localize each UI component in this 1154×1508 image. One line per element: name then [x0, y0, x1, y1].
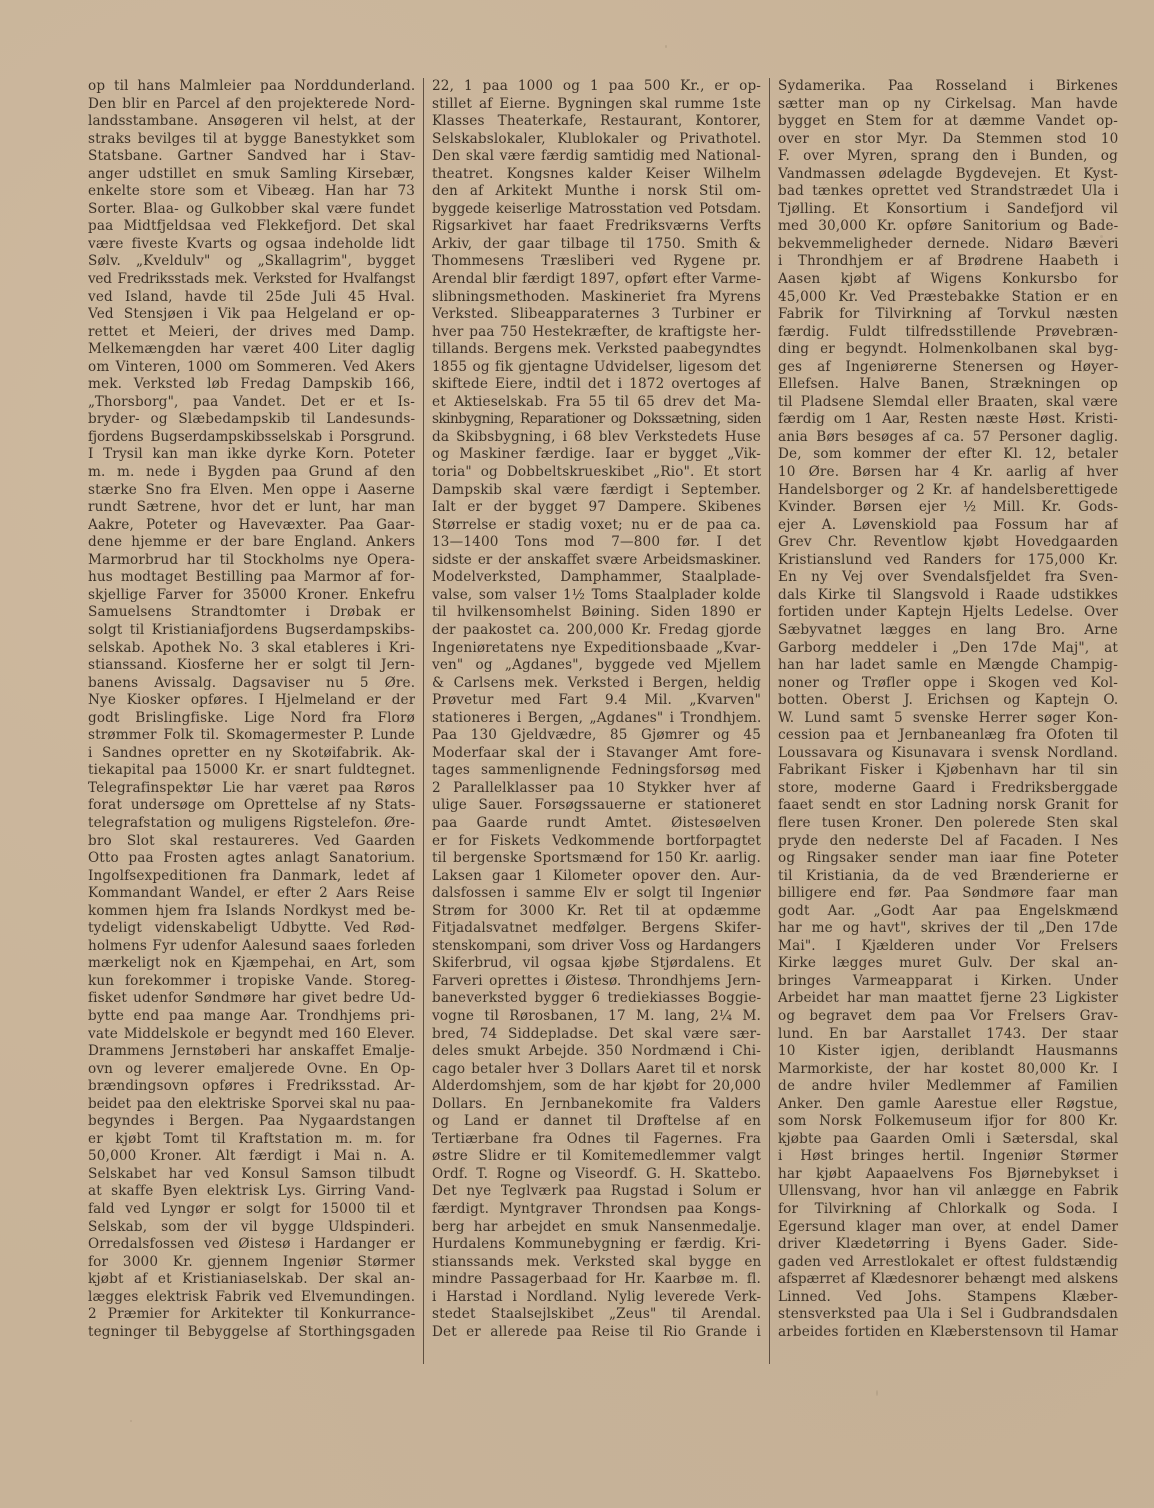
text-line: Ellefsen. Halve Banen, Strækningen op	[778, 376, 1118, 393]
text-line: Loussavara og Kisunavara i svensk Nordland.	[778, 744, 1118, 761]
text-line: noner og Trøfler oppe i Skogen ved Kol-	[778, 674, 1118, 691]
text-line: at skaffe Byen elektrisk Lys. Girring Vand-	[88, 1183, 415, 1200]
text-line: paa Gaarde rundt Amtet. Øistesøelven	[432, 814, 761, 831]
text-line: Egersund klager man over, at endel Damer	[778, 1218, 1118, 1235]
text-line: Laksen gaar 1 Kilometer opover den. Aur-	[432, 867, 761, 884]
text-line: Anker. Den gamle Aarestue eller Røgstue,	[778, 1095, 1118, 1112]
text-line: fjordens Bugserdampskibsselskab i Porsgrund.	[88, 428, 415, 445]
text-line: tydeligt videnskabeligt Udbytte. Ved Rød-	[88, 920, 415, 937]
text-line: 2 Præmier for Arkitekter til Konkurrance-	[88, 1306, 415, 1323]
text-line: lægges elektrisk Fabrik ved Elvemundingen.	[88, 1288, 415, 1305]
text-line: 13—1400 Tons mod 7—800 før. I det	[432, 534, 761, 551]
text-line: Telegrafinspektør Lie har været paa Røros	[88, 779, 415, 796]
text-line: bytte end paa mange Aar. Trondhjems pri-	[88, 1007, 415, 1024]
text-line: 1855 og fik gjentagne Udvidelser, ligesom det	[432, 358, 761, 375]
text-line: til hvilkensomhelst Bøining. Siden 1890 er	[432, 604, 761, 621]
text-line: i Høst bringes hertil. Ingeniør Størmer	[778, 1148, 1118, 1165]
text-line: Ved Stensjøen i Vik paa Helgeland er op-	[88, 306, 415, 323]
text-line: Statsbane. Gartner Sandved har i Stav-	[88, 148, 415, 165]
text-line: pryde den nederste Del af Facaden. I Nes	[778, 832, 1118, 849]
text-line: flere tusen Kroner. Den polerede Sten skal	[778, 814, 1118, 831]
column-left	[88, 78, 423, 1364]
text-line: beidet paa den elektriske Sporvei skal nu paa-	[88, 1095, 415, 1112]
text-line: arbeides fortiden en Klæberstensovn til Hamar	[778, 1323, 1118, 1340]
text-line: Fitjadalsvatnet medfølger. Bergens Skifer-	[432, 920, 761, 937]
text-line: den af Arkitekt Munthe i norsk Stil om-	[432, 183, 761, 200]
text-line: Verksted. Slibeapparaternes 3 Turbiner er	[432, 306, 761, 323]
text-line: Arkiv, der gaar tilbage til 1750. Smith &	[432, 235, 761, 252]
text-line: Paa 130 Gjeldvædre, 85 Gjømrer og 45	[432, 727, 761, 744]
text-line: Klasses Theaterkafe, Restaurant, Kontorer,	[432, 113, 761, 130]
text-line: berg har arbejdet en smuk Nansenmedalje.	[432, 1218, 761, 1235]
text-line: til bergenske Sportsmænd for 150 Kr. aarlig.	[432, 850, 761, 867]
text-line: m. m. nede i Bygden paa Grund af den	[88, 464, 415, 481]
text-line: og begravet dem paa Vor Frelsers Grav-	[778, 1007, 1118, 1024]
text-line: tages sammenlignende Fedningsforsøg med	[432, 762, 761, 779]
text-line: skjellige Farver for 35000 Kroner. Enkefru	[88, 586, 415, 603]
text-line: lund. En bar Aarstallet 1743. Der staar	[778, 1025, 1118, 1042]
text-line: tegninger til Bebyggelse af Storthingsgaden	[88, 1323, 415, 1340]
text-line: bringes Varmeapparat i Kirken. Under	[778, 972, 1118, 989]
text-line: Melkemængden har været 400 Liter daglig	[88, 341, 415, 358]
text-line: En ny Vej over Svendalsfjeldet fra Sven-	[778, 569, 1118, 586]
text-line: Drammens Jernstøberi har anskaffet Emalje-	[88, 1043, 415, 1060]
text-line: har me og havt", skrives der til „Den 17de	[778, 920, 1118, 937]
text-line: fald ved Lyngør er solgt for 15000 til et	[88, 1201, 415, 1217]
text-line: solgt til Kristianiafjordens Bugserdampskibs-	[88, 621, 415, 638]
text-line: i Throndhjem er af Brødrene Haabeth i	[778, 253, 1118, 270]
text-line: driver Klædetørring i Byens Gader. Side-	[778, 1236, 1118, 1253]
text-line: godt Aar. „Godt Aar paa Engelskmænd	[778, 902, 1118, 919]
text-line: og Ringsaker sender man iaar fine Poteter	[778, 850, 1118, 867]
text-line: om Vinteren, 1000 om Sommeren. Ved Akers	[88, 358, 415, 375]
text-line: baneverksted bygger 6 trediekiasses Boggie-	[432, 990, 761, 1007]
text-line: til Kristiania, da de ved Brænderierne er	[778, 867, 1118, 884]
text-line: store, moderne Gaard i Fredriksberggade	[778, 779, 1118, 796]
text-line: Fabrik for Tilvirkning af Torvkul næsten	[778, 306, 1118, 323]
text-line: enkelte store som et Vibeæg. Han har 73	[88, 183, 415, 200]
text-line: 10 Kister igjen, deriblandt Hausmanns	[778, 1043, 1118, 1060]
text-line: de andre hviler Medlemmer af Familien	[778, 1078, 1118, 1095]
text-line: 10 Øre. Børsen har 4 Kr. aarlig af hver	[778, 464, 1118, 481]
text-line: Tjølling. Et Konsortium i Sandefjord vil	[778, 200, 1118, 217]
text-line: har kjøbt Aapaaelvens Fos Bjørnebykset i	[778, 1165, 1118, 1182]
text-line: Orredalsfossen ved Øistesø i Hardanger er	[88, 1236, 415, 1253]
text-line: i Harstad i Nordland. Nylig leverede Verk-	[432, 1288, 761, 1305]
text-line: stianssands mek. Verksted skal bygge en	[432, 1253, 761, 1270]
text-line: færdigt. Myntgraver Throndsen paa Kongs-	[432, 1201, 761, 1217]
column-right	[770, 78, 1118, 1364]
text-line: Størrelse er stadig voxet; nu er de paa ca.	[432, 516, 761, 533]
text-line: Selskabslokaler, Klublokaler og Privathotel.	[432, 130, 761, 147]
text-line: anger udstillet en smuk Samling Kirsebær,	[88, 165, 415, 182]
text-line: stedet Staalsejlskibet „Zeus" til Arendal.	[432, 1306, 761, 1323]
text-line: Farveri oprettes i Øistesø. Throndhjems Jern-	[432, 972, 761, 989]
text-line: bryder- og Slæbedampskib til Landesunds-	[88, 411, 415, 428]
text-line: cession paa et Jernbaneanlæg fra Ofoten til	[778, 727, 1118, 744]
text-line: Kommandant Wandel, er efter 2 Aars Reise	[88, 885, 415, 902]
text-line: dals Kirke til Slangsvold i Raade udstikkes	[778, 586, 1118, 603]
column-middle	[424, 78, 769, 1364]
text-line: banens Avissalg. Dagsaviser nu 5 Øre.	[88, 674, 415, 691]
text-line: Ullensvang, hvor han vil anlægge en Fabrik	[778, 1183, 1118, 1200]
text-line: Moderfaar skal der i Stavanger Amt fore-	[432, 744, 761, 761]
text-line: byggede keiserlige Matrosstation ved Potsdam.	[432, 200, 761, 217]
text-line: op til hans Malmleier paa Norddunderland.	[88, 78, 415, 94]
text-line: og Maskiner færdige. Iaar er bygget „Vik-	[432, 446, 761, 463]
text-line: Handelsborger og 2 Kr. af handelsberettigede	[778, 481, 1118, 498]
text-line: Sorter. Blaa- og Gulkobber skal være fundet	[88, 200, 415, 217]
newspaper-page	[88, 78, 1116, 1364]
text-line: Prøvetur med Fart 9.4 Mil. „Kvarven"	[432, 692, 761, 709]
text-line: ovn og leverer emaljerede Ovne. En Op-	[88, 1060, 415, 1077]
text-line: bygget en Stem for at dæmme Vandet op-	[778, 113, 1118, 130]
text-line: Selskab, som der vil bygge Uldspinderi.	[88, 1218, 415, 1235]
text-line: ulige Sauer. Forsøgssauerne er stationeret	[432, 797, 761, 814]
text-line: Mai". I Kjælderen under Vor Frelsers	[778, 937, 1118, 954]
text-line: for 3000 Kr. gjennem Ingeniør Størmer	[88, 1253, 415, 1270]
text-line: Selskabet har ved Konsul Samson tilbudt	[88, 1165, 415, 1182]
text-line: for Tilvirkning af Chlorkalk og Soda. I	[778, 1201, 1118, 1217]
text-line: Vandmassen ødelagde Bygdevejen. Et Kyst-	[778, 165, 1118, 182]
text-line: da Skibsbygning, i 68 blev Verkstedets Huse	[432, 428, 761, 445]
text-line: deles smukt Arbejde. 350 Nordmænd i Chi-	[432, 1043, 761, 1060]
text-line: selskab. Apothek No. 3 skal etableres i Kri-	[88, 639, 415, 656]
text-line: tillands. Bergens mek. Verksted paabegyndtes	[432, 341, 761, 358]
text-line: Arbeidet har man maattet fjerne 23 Ligkister	[778, 990, 1118, 1007]
text-line: mindre Passagerbaad for Hr. Kaarbøe m. fl.	[432, 1271, 761, 1288]
text-line: Ialt er der bygget 97 Dampere. Skibenes	[432, 499, 761, 516]
text-line: Tertiærbane fra Odnes til Fagernes. Fra	[432, 1130, 761, 1147]
text-line: der paakostet ca. 200,000 Kr. Fredag gjorde	[432, 621, 761, 638]
text-line: stationeres i Bergen, „Agdanes" i Trondhjem.	[432, 709, 761, 726]
text-line: fisket udenfor Søndmøre har givet bedre Ud-	[88, 990, 415, 1007]
text-line: færdig om 1 Aar, Resten næste Høst. Kristi-	[778, 411, 1118, 428]
text-line: Marmorkiste, der har kostet 80,000 Kr. I	[778, 1060, 1118, 1077]
text-line: ved Fredriksstads mek. Verksted for Hvalfangst	[88, 271, 415, 288]
text-line: Samuelsens Strandtomter i Drøbak er	[88, 604, 415, 621]
text-line: stensverksted paa Ula i Sel i Gudbrandsdalen	[778, 1306, 1118, 1323]
text-line: Arendal blir færdigt 1897, opført efter Varme-	[432, 271, 761, 288]
text-line: Aakre, Poteter og Havevæxter. Paa Gaar-	[88, 516, 415, 533]
text-line: Skiferbrud, vil ogsaa kjøbe Stjørdalens. Et	[432, 955, 761, 972]
text-line: bekvemmeligheder dernede. Nidarø Bæveri	[778, 235, 1118, 252]
text-line: straks bevilges til at bygge Banestykket som	[88, 130, 415, 147]
text-line: Ingolfsexpeditionen fra Danmark, ledet af	[88, 867, 415, 884]
text-line: Linned. Ved Johs. Stampens Klæber-	[778, 1288, 1118, 1305]
text-line: Grev Chr. Reventlow kjøbt Hovedgaarden	[778, 534, 1118, 551]
text-line: vate Middelskole er begyndt med 160 Elever.	[88, 1025, 415, 1042]
text-line: Garborg meddeler i „Den 17de Maj", at	[778, 639, 1118, 656]
text-line: Den blir en Parcel af den projekterede Nord-	[88, 95, 415, 112]
text-line: stærke Sno fra Elven. Men oppe i Aaserne	[88, 481, 415, 498]
text-line: stenskompani, som driver Voss og Hardangers	[432, 937, 761, 954]
text-line: Strøm for 3000 Kr. Ret til at opdæmme	[432, 902, 761, 919]
text-line: forat undersøge om Oprettelse af ny Stats-	[88, 797, 415, 814]
text-line: et Aktieselskab. Fra 55 til 65 drev det Ma-	[432, 393, 761, 410]
text-line: 45,000 Kr. Ved Præstebakke Station er en	[778, 288, 1118, 305]
text-line: telegrafstation og muligens Rigstelefon. Øre-	[88, 814, 415, 831]
text-line: Det er allerede paa Reise til Rio Grande i	[432, 1323, 761, 1340]
text-line: dene hjemme er der bare England. Ankers	[88, 534, 415, 551]
text-line: W. Lund samt 5 svenske Herrer søger Kon-	[778, 709, 1118, 726]
text-line: afspærret af Klædesnorer behængt med alskens	[778, 1271, 1118, 1288]
column-rule	[769, 78, 770, 1364]
text-line: ven" og „Agdanes", byggede ved Mjellem	[432, 657, 761, 674]
text-line: Kvinder. Børsen ejer ½ Mill. Kr. Gods-	[778, 499, 1118, 516]
text-line: bro Slot skal restaureres. Ved Gaarden	[88, 832, 415, 849]
text-line: være fiveste Kvarts og ogsaa indeholde lidt	[88, 235, 415, 252]
text-line: „Thorsborg", paa Vandet. Det er et Is-	[88, 393, 415, 410]
text-line: stillet af Eierne. Bygningen skal rumme 1ste	[432, 95, 761, 112]
text-line: F. over Myren, sprang den i Bunden, og	[778, 148, 1118, 165]
text-line: 22, 1 paa 1000 og 1 paa 500 Kr., er op-	[432, 78, 761, 94]
text-line: kun forekommer i tropiske Vande. Storeg-	[88, 972, 415, 989]
text-line: Sæbyvatnet lægges en lang Bro. Arne	[778, 621, 1118, 638]
text-line: skiftede Eiere, indtil det i 1872 overtoges af	[432, 376, 761, 393]
text-line: ges af Ingeniørerne Stenersen og Høyer-	[778, 358, 1118, 375]
text-line: valse, som valser 1½ Toms Staalplader kolde	[432, 586, 761, 603]
text-line: De, som kommer der efter Kl. 12, betaler	[778, 446, 1118, 463]
text-line: cago betaler hver 3 Dollars Aaret til et norsk	[432, 1060, 761, 1077]
text-line: Dampskib skal være færdigt i September.	[432, 481, 761, 498]
text-line: 2 Parallelklasser paa 10 Stykker hver af	[432, 779, 761, 796]
text-line: Modelverksted, Damphammer, Staalplade-	[432, 569, 761, 586]
text-line: godt Brislingfiske. Lige Nord fra Florø	[88, 709, 415, 726]
text-line: Thommesens Træsliberi ved Rygene pr.	[432, 253, 761, 270]
text-line: landsstambane. Ansøgeren vil helst, at der	[88, 113, 415, 130]
text-line: fortiden under Kaptejn Hjelts Ledelse. Over	[778, 604, 1118, 621]
text-line: Sydamerika. Paa Rosseland i Birkenes	[778, 78, 1118, 94]
text-line: faaet sendt en stor Ladning norsk Granit for	[778, 797, 1118, 814]
text-line: færdig. Fuldt tilfredsstillende Prøvebræn-	[778, 323, 1118, 340]
text-line: Ingeniøretatens nye Expeditionsbaade „Kvar-	[432, 639, 761, 656]
text-line: er kjøbt Tomt til Kraftstation m. m. for	[88, 1130, 415, 1147]
text-line: stianssand. Kiosferne her er solgt til Jern-	[88, 657, 415, 674]
text-line: kommen hjem fra Islands Nordkyst med be-	[88, 902, 415, 919]
column-rule	[423, 78, 424, 1364]
text-line: Kristianslund ved Randers for 175,000 Kr.	[778, 551, 1118, 568]
text-line: er for Fiskets Vedkommende bortforpagtet	[432, 832, 761, 849]
text-line: Ordf. T. Rogne og Viseordf. G. H. Skattebo.	[432, 1165, 761, 1182]
text-line: mærkeligt nok en Kjæmpehai, en Art, som	[88, 955, 415, 972]
text-line: med 30,000 Kr. opføre Sanitorium og Bade-	[778, 218, 1118, 235]
text-line: Dollars. En Jernbanekomite fra Valders	[432, 1095, 761, 1112]
text-line: Sølv. „Kveldulv" og „Skallagrim", bygget	[88, 253, 415, 270]
text-line: Nye Kiosker opføres. I Hjelmeland er der	[88, 692, 415, 709]
text-line: rettet et Meieri, der drives med Damp.	[88, 323, 415, 340]
text-line: ania Børs besøges af ca. 57 Personer daglig.	[778, 428, 1118, 445]
text-line: rundt Sætrene, hvor det er lunt, har man	[88, 499, 415, 516]
text-line: østre Slidre er til Komitemedlemmer valgt	[432, 1148, 761, 1165]
text-line: kjøbt af et Kristianiaselskab. Der skal an-	[88, 1271, 415, 1288]
text-line: begyndes i Bergen. Paa Nygaardstangen	[88, 1113, 415, 1130]
text-line: slibningsmethoden. Maskineriet fra Myrens	[432, 288, 761, 305]
text-line: theatret. Kongsnes kalder Keiser Wilhelm	[432, 165, 761, 182]
text-line: Det nye Teglværk paa Rugstad i Solum er	[432, 1183, 761, 1200]
text-line: & Carlsens mek. Verksted i Bergen, heldig	[432, 674, 761, 691]
text-line: toria" og Dobbeltskrueskibet „Rio". Et stort	[432, 464, 761, 481]
text-line: sætter man op ny Cirkelsag. Man havde	[778, 95, 1118, 112]
text-line: paa Midtfjeldsaa ved Flekkefjord. Det skal	[88, 218, 415, 235]
text-line: Alderdomshjem, som de har kjøbt for 20,000	[432, 1078, 761, 1095]
text-line: Otto paa Frosten agtes anlagt Sanatorium.	[88, 850, 415, 867]
text-line: dalsfossen i samme Elv er solgt til Ingeniør	[432, 885, 761, 902]
text-line: hus modtaget Bestilling paa Marmor af for-	[88, 569, 415, 586]
text-line: bred, 74 Siddepladse. Det skal være sær-	[432, 1025, 761, 1042]
text-line: bad tænkes oprettet ved Strandstrædet Ula i	[778, 183, 1118, 200]
text-line: hver paa 750 Hestekræfter, de kraftigste her-	[432, 323, 761, 340]
text-line: mek. Verksted løb Fredag Dampskib 166,	[88, 376, 415, 393]
text-line: ved Island, havde til 25de Juli 45 Hval.	[88, 288, 415, 305]
text-line: Kirke lægges muret Gulv. Der skal an-	[778, 955, 1118, 972]
text-line: i Sandnes opretter en ny Skotøifabrik. Ak-	[88, 744, 415, 761]
text-line: botten. Oberst J. Erichsen og Kaptejn O.	[778, 692, 1118, 709]
text-line: sidste er der anskaffet svære Arbeidsmaskiner.	[432, 551, 761, 568]
text-line: Den skal være færdig samtidig med National-	[432, 148, 761, 165]
text-line: I Trysil kan man ikke dyrke Korn. Poteter	[88, 446, 415, 463]
text-line: brændingsovn opføres i Fredriksstad. Ar-	[88, 1078, 415, 1095]
text-line: vogne til Rørosbanen, 17 M. lang, 2¼ M.	[432, 1007, 761, 1024]
text-line: Aasen kjøbt af Wigens Konkursbo for	[778, 271, 1118, 288]
text-line: 50,000 Kroner. Alt færdigt i Mai n. A.	[88, 1148, 415, 1165]
text-line: til Pladsene Slemdal eller Braaten, skal være	[778, 393, 1118, 410]
text-line: strømmer Folk til. Skomagermester P. Lunde	[88, 727, 415, 744]
text-line: Marmorbrud har til Stockholms nye Opera-	[88, 551, 415, 568]
text-line: holmens Fyr udenfor Aalesund saaes forleden	[88, 937, 415, 954]
text-line: tiekapital paa 15000 Kr. er snart fuldtegnet.	[88, 762, 415, 779]
text-line: ejer A. Løvenskiold paa Fossum har af	[778, 516, 1118, 533]
text-line: Hurdalens Kommunebygning er færdig. Kri-	[432, 1236, 761, 1253]
text-line: kjøbte paa Gaarden Omli i Sætersdal, skal	[778, 1130, 1118, 1147]
text-line: han har ladet samle en Mængde Champig-	[778, 657, 1118, 674]
text-line: over en stor Myr. Da Stemmen stod 10	[778, 130, 1118, 147]
text-line: ding er begyndt. Holmenkolbanen skal byg-	[778, 341, 1118, 358]
text-line: Fabrikant Fisker i Kjøbenhavn har til sin	[778, 762, 1118, 779]
text-line: Rigsarkivet har faaet Fredriksværns Verfts	[432, 218, 761, 235]
text-line: skinbygning, Reparationer og Dokssætning, siden	[432, 411, 761, 428]
text-line: billigere end før. Paa Søndmøre faar man	[778, 885, 1118, 902]
text-line: gaden ved Arrestlokalet er oftest fuldstændig	[778, 1253, 1118, 1270]
text-line: og Land er dannet til Drøftelse af en	[432, 1113, 761, 1130]
text-line: som Norsk Folkemuseum ifjor for 800 Kr.	[778, 1113, 1118, 1130]
